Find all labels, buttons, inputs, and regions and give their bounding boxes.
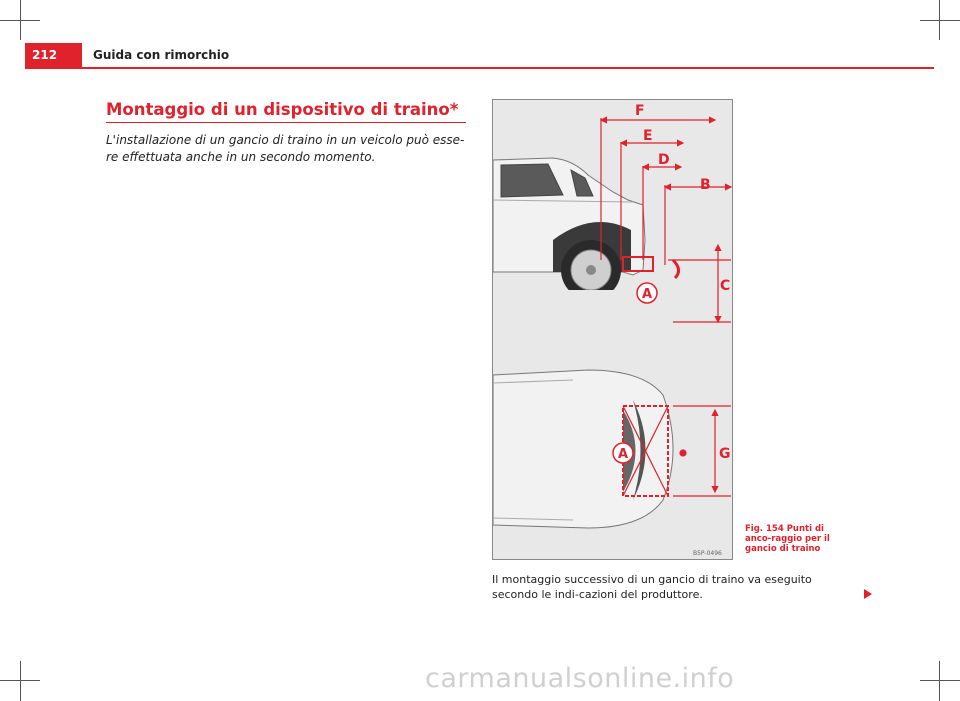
svg-text:F: F: [635, 103, 645, 119]
chapter-title: Guida con rimorchio: [93, 48, 230, 62]
body-paragraph: Il montaggio successivo di un gancio di traino va eseguito secondo le indi-cazioni del produttore.: [492, 573, 812, 601]
intro-text: L'installazione di un gancio di traino in un veicolo può esse-re effettuata anche in un secondo momento.: [106, 133, 465, 164]
figure-code: B5P-0496: [693, 550, 722, 557]
crop-mark: [20, 661, 21, 701]
page-header: [25, 43, 934, 69]
towbar-figure: [492, 99, 733, 560]
towbar-diagram: [493, 100, 732, 559]
watermark: carmanualsonline.info: [425, 663, 735, 694]
top-point-label: A: [618, 447, 629, 462]
crop-mark: [920, 680, 960, 681]
section-title: Montaggio di un dispositivo di traino*: [106, 100, 459, 119]
side-labels: [635, 103, 730, 294]
crop-mark: [0, 680, 40, 681]
crop-mark: [939, 661, 940, 701]
figure-caption: Fig. 154 Punti di anco-raggio per il gancio di traino: [745, 524, 830, 554]
svg-text:B: B: [700, 177, 711, 193]
crop-mark: [920, 20, 960, 21]
header-rule: [25, 67, 934, 69]
side-point-label: A: [642, 287, 653, 302]
page-number: 212: [25, 43, 82, 67]
svg-text:C: C: [720, 278, 731, 294]
svg-text:E: E: [643, 128, 653, 144]
top-dimension-label: G: [719, 446, 731, 462]
car-side-view: [493, 158, 732, 310]
crop-mark: [0, 20, 40, 21]
title-rule: [106, 122, 466, 123]
arrow-right-icon: [864, 589, 872, 599]
svg-text:D: D: [658, 152, 670, 168]
